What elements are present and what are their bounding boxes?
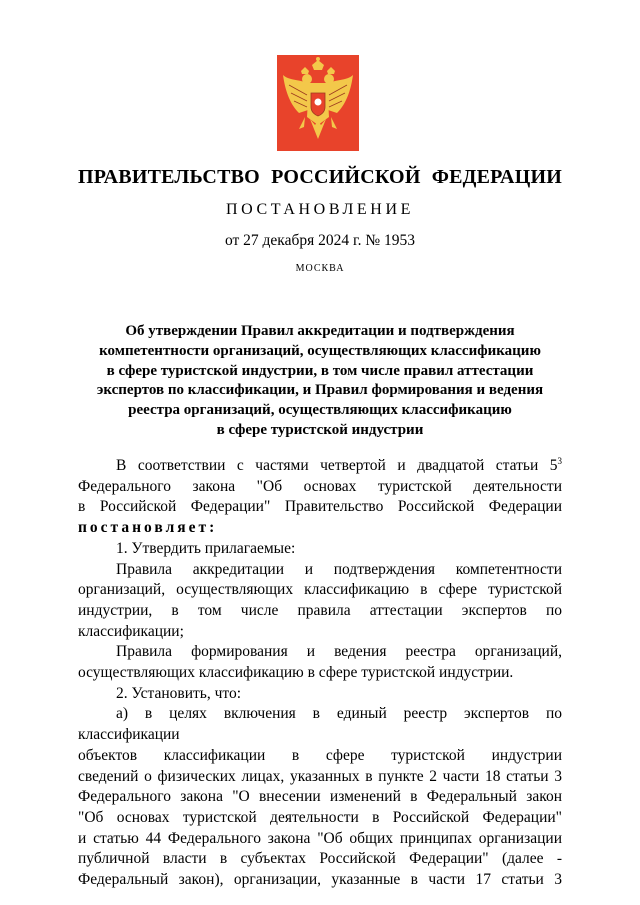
body-line: в Российской Федерации" Правительство Российской Федерации: [78, 498, 562, 516]
body-line: осуществляющих классификацию в сфере туристской индустрии.: [78, 664, 514, 682]
document-type: ПОСТАНОВЛЕНИЕ: [226, 201, 414, 218]
heading-line: реестра организаций, осуществляющих классификацию: [128, 402, 512, 419]
body-line: Правила аккредитации и подтверждения компетентности: [116, 560, 562, 578]
superscript: 3: [557, 456, 562, 466]
body-line: 1. Утвердить прилагаемые:: [116, 539, 296, 557]
body-line: Федеральный закон), организации, указанные в части 17 статьи 3: [78, 871, 562, 889]
body-line: публичной власти в субъектах Российской Федерации" (далее -: [78, 850, 562, 868]
heading-line: Об утверждении Правил аккредитации и подтверждения: [125, 323, 515, 339]
resolution-keyword: постановляет:: [78, 519, 218, 537]
body-line: В соответствии с частями четвертой и двадцатой статьи $5^3$: [116, 456, 562, 474]
body-line: и статью 44 Федерального закона "Об общих принципах организации: [78, 829, 562, 847]
body-line: 2. Установить, что:: [116, 684, 242, 702]
body-line: организаций, осуществляющих классификацию в сфере туристской: [78, 581, 562, 599]
heading-line: в сфере туристской индустрии: [216, 421, 424, 438]
document-city: МОСКВА: [295, 263, 345, 274]
body-line: объектов классификации в сфере туристской индустрии: [78, 746, 562, 764]
body-line: Федерального закона "Об основах туристской деятельности: [78, 477, 562, 495]
heading-line: компетентности организаций, осуществляющих классификацию: [99, 342, 541, 359]
heading-line: в сфере туристской индустрии, в том числе правил аттестации: [106, 362, 534, 379]
heading-line: экспертов по классификации, и Правил формирования и ведения: [96, 382, 544, 399]
russian-coat-of-arms-icon: [277, 55, 359, 151]
document-heading: [60, 322, 580, 441]
body-line: сведений о физических лицах, указанных в пункте 2 части 18 статьи 3: [78, 767, 562, 785]
body-line: а) в целях включения в единый реестр экспертов по классификации: [78, 705, 562, 744]
body-line: "Об основах туристской деятельности в Российской Федерации": [78, 808, 562, 826]
body-line: Федерального закона "О внесении изменений в Федеральный закон: [78, 788, 562, 806]
document-date-number: от 27 декабря 2024 г. № 1953: [224, 232, 416, 249]
document-body: [78, 456, 562, 891]
body-line: Правила формирования и ведения реестра организаций,: [116, 643, 562, 661]
government-title: ПРАВИТЕЛЬСТВО РОССИЙСКОЙ ФЕДЕРАЦИИ: [78, 166, 562, 188]
body-line: индустрии, в том числе правила аттестации экспертов по классификации;: [78, 601, 562, 640]
